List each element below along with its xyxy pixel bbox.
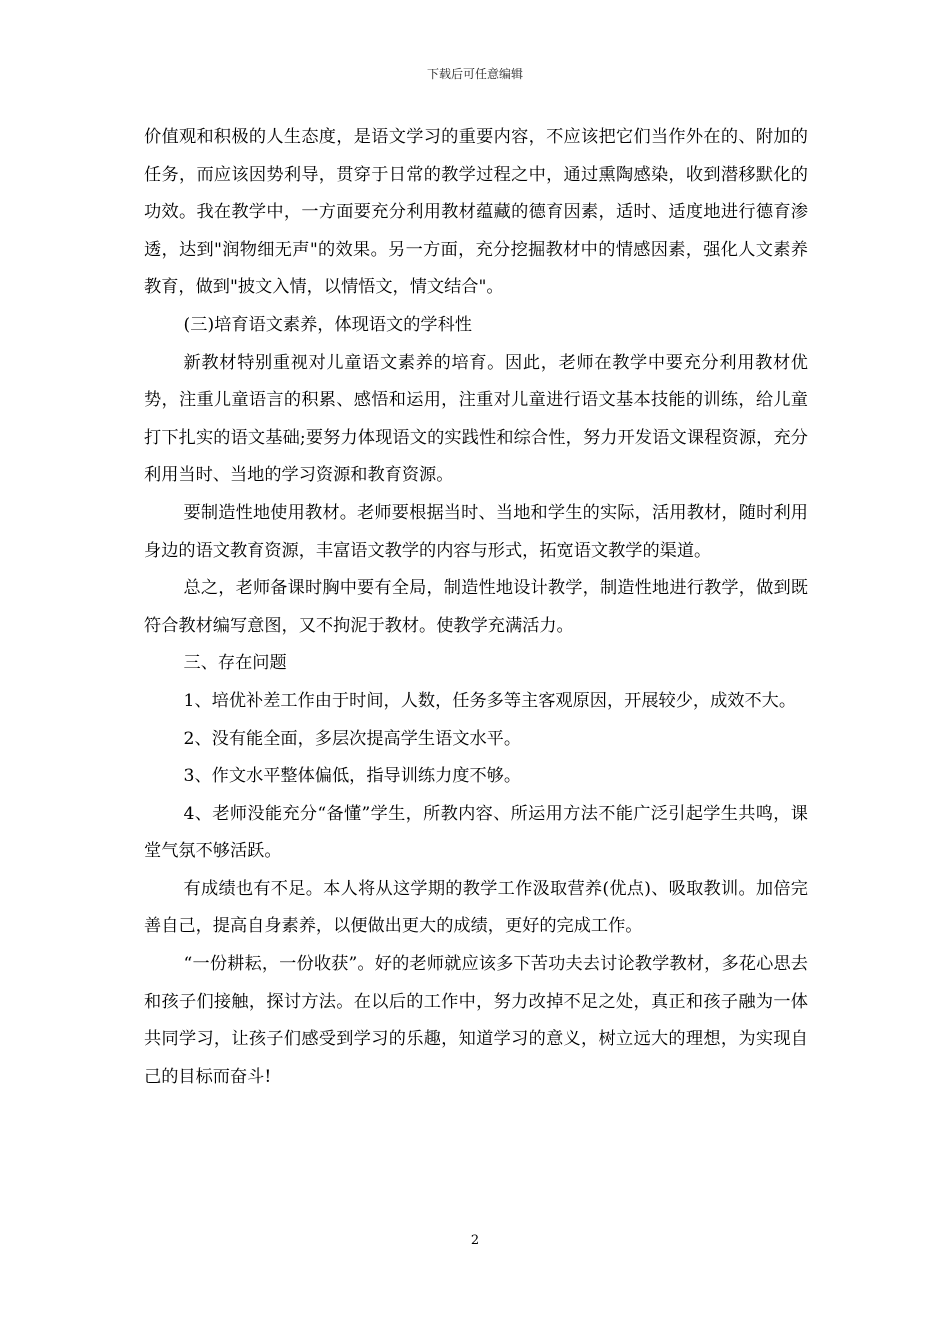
document-body	[144, 119, 808, 1096]
problem-item-2: 2、没有能全面，多层次提高学生语文水平。	[183, 728, 522, 749]
paragraph-conclusion: “一份耕耘，一份收获”。好的老师就应该多下苦功夫去讨论教学教材，多花心思去和孩子们接触，探讨方法。在以后的工作中，努力改掉不足之处，真正和孩子融为一体共同学习，让孩子们感受到学习的乐趣，知道学习的意义，树立远大的理想，为实现自己的目标而奋斗!	[144, 954, 808, 1087]
header-note: 下载后可任意编辑	[426, 67, 523, 81]
section-heading-problems: 三、存在问题	[183, 653, 287, 674]
paragraph-summary: 总之，老师备课时胸中要有全局，制造性地设计教学，制造性地进行教学，做到既符合教材编写意图，又不拘泥于教材。使教学充满活力。	[144, 578, 808, 636]
problem-item-1: 1、培优补差工作由于时间，人数，任务多等主客观原因，开展较少，成效不大。	[183, 690, 797, 711]
problem-item-3: 3、作文水平整体偏低，指导训练力度不够。	[183, 766, 522, 787]
problem-item-4: 4、老师没能充分“备懂”学生，所教内容、所运用方法不能广泛引起学生共鸣，课堂气氛不够活跃。	[144, 803, 808, 862]
paragraph-achievements: 有成绩也有不足。本人将从这学期的教学工作汲取营养(优点)、吸取教训。加倍完善自己，提高自身素养，以便做出更大的成绩，更好的完成工作。	[144, 878, 808, 937]
paragraph-values: 价值观和积极的人生态度，是语文学习的重要内容，不应该把它们当作外在的、附加的任务，而应该因势利导，贯穿于日常的教学过程之中，通过熏陶感染，收到潜移默化的功效。我在教学中，一方面要充分利用教材蕴藏的德育因素，适时、适度地进行德育渗透，达到"润物细无声"的效果。另一方面，充分挖掘教材中的情感因素，强化人文素养教育，做到"披文入情，以情悟文，情文结合"。	[144, 127, 808, 298]
section-heading-literacy: (三)培育语文素养，体现语文的学科性	[183, 314, 472, 335]
paragraph-creative-use: 要制造性地使用教材。老师要根据当时、当地和学生的实际，活用教材，随时利用身边的语文教育资源，丰富语文教学的内容与形式，拓宽语文教学的渠道。	[144, 502, 808, 561]
page-number: 2	[470, 1233, 480, 1248]
paragraph-new-textbook: 新教材特别重视对儿童语文素养的培育。因此，老师在教学中要充分利用教材优势，注重儿童语言的积累、感悟和运用，注重对儿童进行语文基本技能的训练，给儿童打下扎实的语文基础;要努力体现语文的实践性和综合性，努力开发语文课程资源，充分利用当时、当地的学习资源和教育资源。	[144, 352, 808, 486]
